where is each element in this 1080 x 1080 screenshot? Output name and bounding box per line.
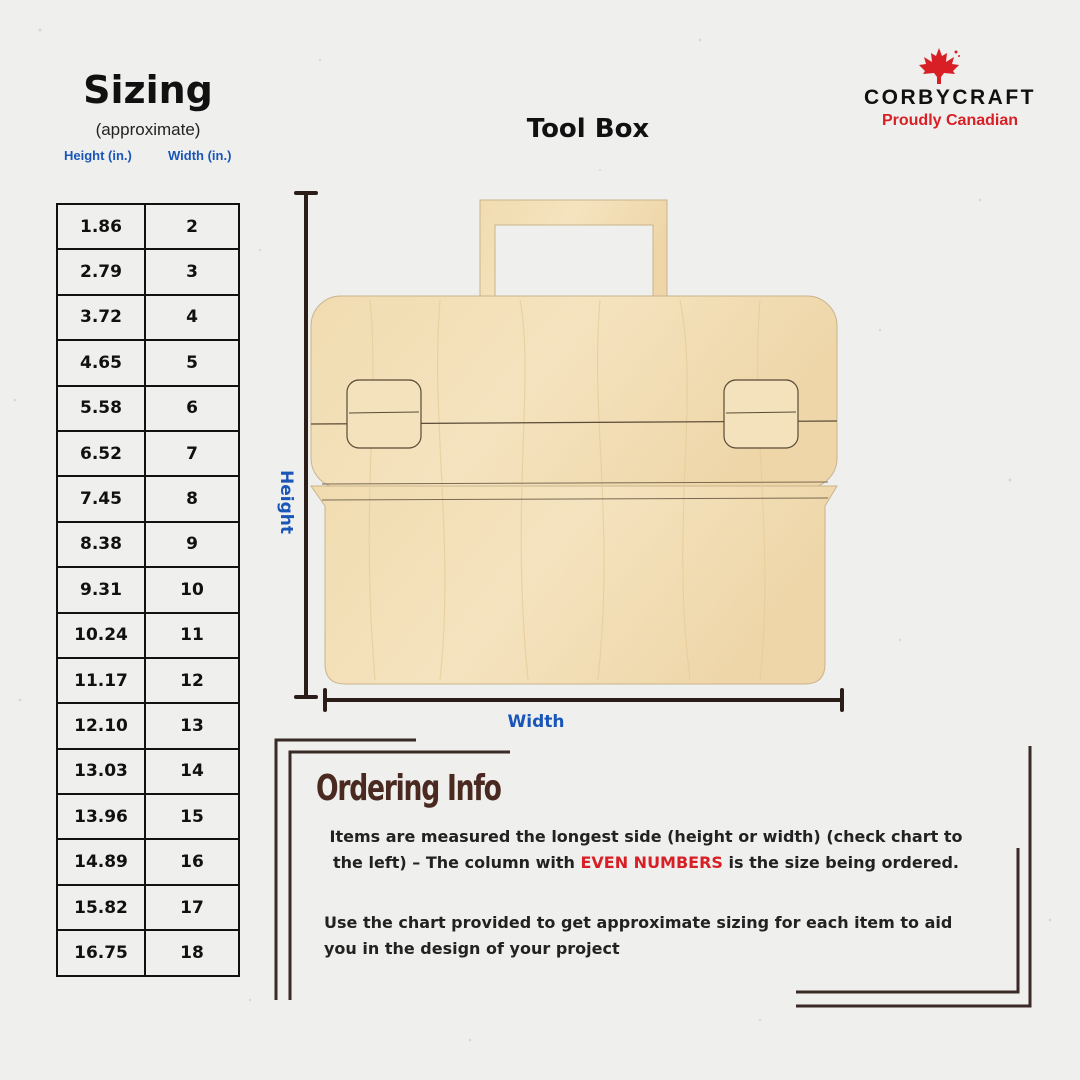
height-cell: 2.79 bbox=[57, 249, 145, 294]
width-cell: 4 bbox=[145, 295, 239, 340]
width-cell: 5 bbox=[145, 340, 239, 385]
height-cell: 15.82 bbox=[57, 885, 145, 930]
width-cell: 9 bbox=[145, 522, 239, 567]
height-cell: 5.58 bbox=[57, 386, 145, 431]
height-cell: 12.10 bbox=[57, 703, 145, 748]
height-cell: 10.24 bbox=[57, 613, 145, 658]
height-cell: 11.17 bbox=[57, 658, 145, 703]
ordering-text-end: is the size being ordered. bbox=[722, 853, 959, 872]
height-column-header: Height (in.) bbox=[64, 148, 132, 163]
width-cell: 6 bbox=[145, 386, 239, 431]
width-cell: 12 bbox=[145, 658, 239, 703]
height-cell: 3.72 bbox=[57, 295, 145, 340]
brand-tagline: Proudly Canadian bbox=[881, 112, 1019, 129]
height-cell: 16.75 bbox=[57, 930, 145, 975]
width-cell: 16 bbox=[145, 839, 239, 884]
height-cell: 6.52 bbox=[57, 431, 145, 476]
ordering-text-start: Items are measured the longest side (height or width) (check chart to the left) – The column with bbox=[329, 827, 963, 872]
width-cell: 13 bbox=[145, 703, 239, 748]
width-cell: 11 bbox=[145, 613, 239, 658]
height-cell: 14.89 bbox=[57, 839, 145, 884]
width-cell: 7 bbox=[145, 431, 239, 476]
width-cell: 18 bbox=[145, 930, 239, 975]
height-cell: 13.96 bbox=[57, 794, 145, 839]
width-cell: 15 bbox=[145, 794, 239, 839]
height-cell: 9.31 bbox=[57, 567, 145, 612]
height-cell: 1.86 bbox=[57, 204, 145, 249]
height-cell: 13.03 bbox=[57, 749, 145, 794]
ordering-instructions bbox=[316, 824, 976, 876]
sizing-subtitle: (approximate) bbox=[95, 120, 201, 139]
ordering-info-title: Ordering Info bbox=[316, 768, 501, 809]
width-cell: 8 bbox=[145, 476, 239, 521]
width-cell: 14 bbox=[145, 749, 239, 794]
brand-name: CORBYCRAFT bbox=[864, 86, 1036, 109]
height-label: Height bbox=[276, 470, 296, 534]
sizing-title: Sizing bbox=[83, 68, 213, 112]
ordering-chart-note: Use the chart provided to get approximate sizing for each item to aid you in the design of your project bbox=[324, 913, 953, 958]
height-cell: 8.38 bbox=[57, 522, 145, 567]
width-label: Width bbox=[507, 712, 565, 732]
width-cell: 10 bbox=[145, 567, 239, 612]
width-cell: 2 bbox=[145, 204, 239, 249]
product-title: Tool Box bbox=[526, 114, 650, 144]
width-cell: 17 bbox=[145, 885, 239, 930]
width-cell: 3 bbox=[145, 249, 239, 294]
width-column-header: Width (in.) bbox=[168, 148, 232, 163]
even-numbers-highlight: EVEN NUMBERS bbox=[580, 853, 723, 872]
height-cell: 4.65 bbox=[57, 340, 145, 385]
height-cell: 7.45 bbox=[57, 476, 145, 521]
